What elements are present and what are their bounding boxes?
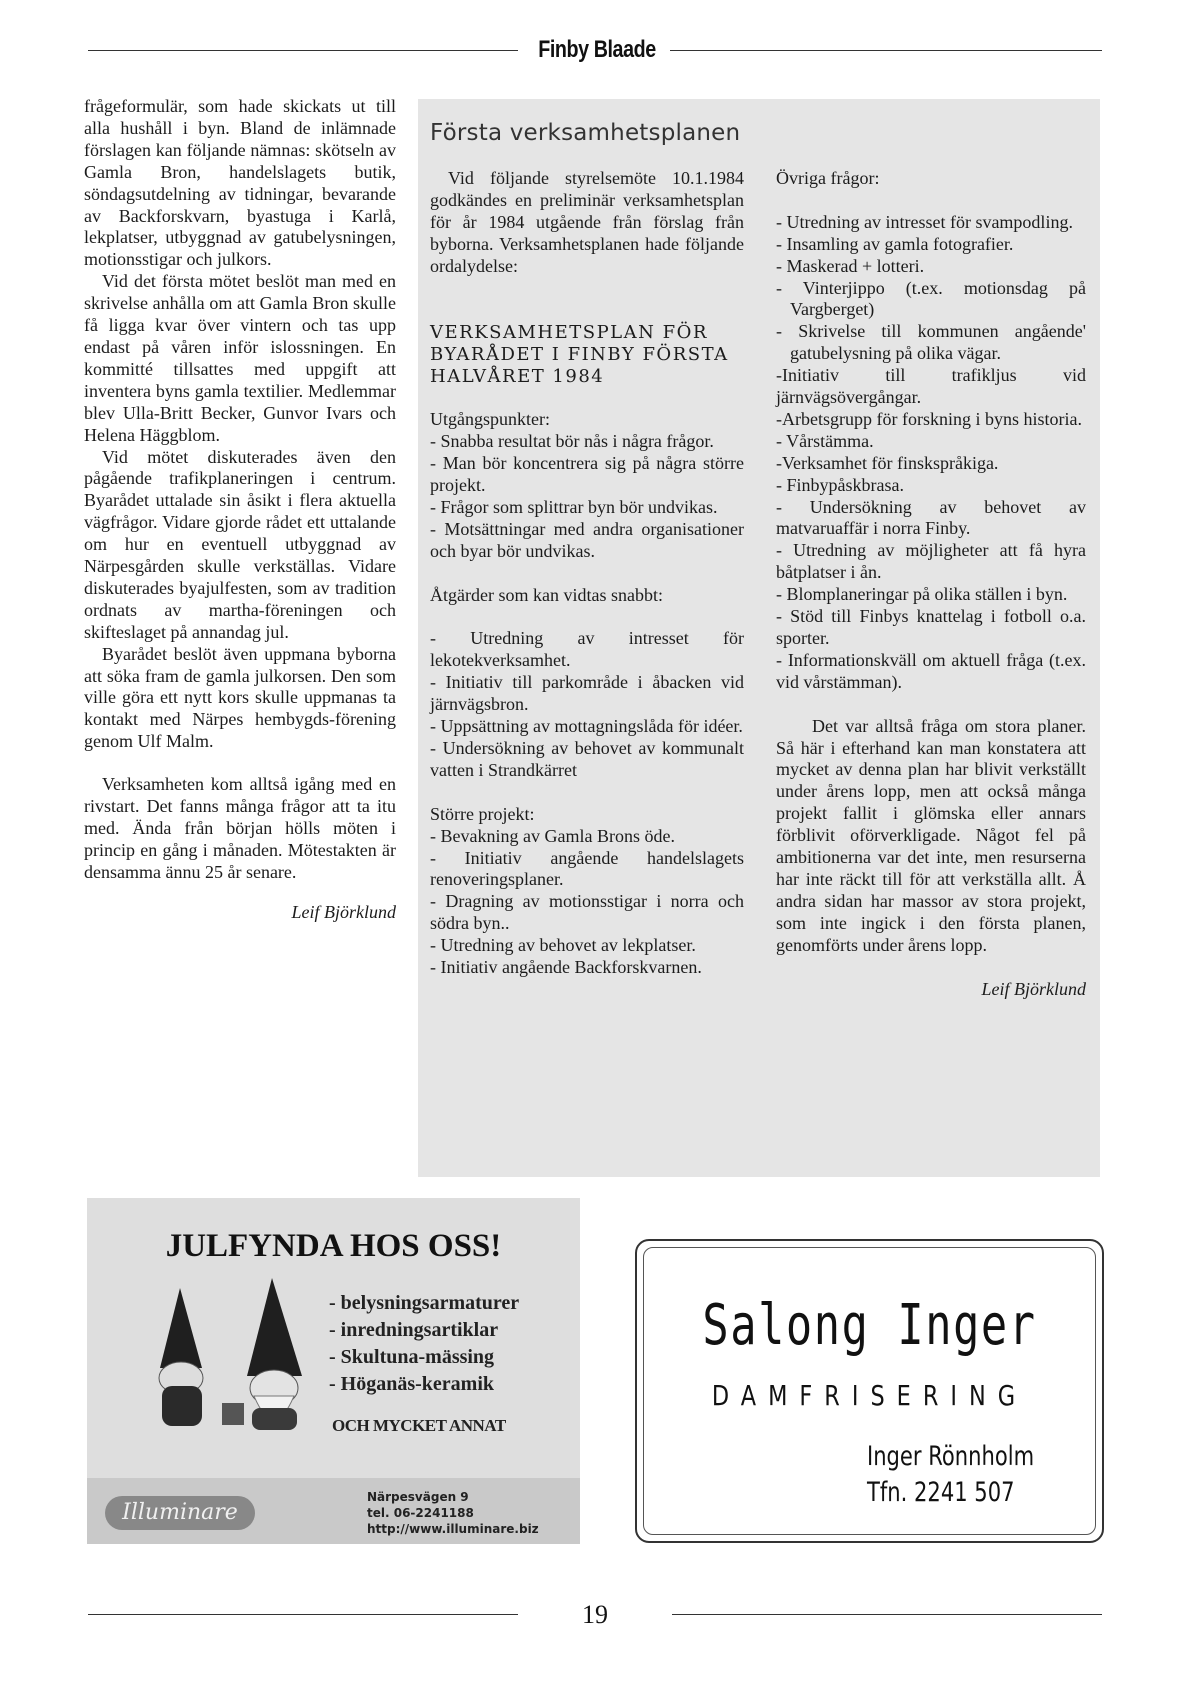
plan-heading: VERKSAMHETSPLAN FÖR BYARÅDET I FINBY FÖRSTA HALVÅRET 1984 bbox=[430, 321, 729, 387]
big-heading: Större projekt: bbox=[430, 803, 535, 824]
ad-footer bbox=[87, 1478, 580, 1544]
list-item: -Verksamhet för finskspråkiga. bbox=[776, 452, 999, 473]
list-item: - Frågor som splittrar byn bör undvikas. bbox=[430, 497, 718, 518]
list-item: - Informationskväll om aktuell fråga (t.ex. vid vårstämman). bbox=[776, 649, 1086, 692]
panel-column-right bbox=[776, 168, 1086, 1001]
ad-contact bbox=[367, 1489, 539, 1537]
product-list bbox=[329, 1290, 519, 1398]
paragraph: Vid det första mötet beslöt man med en skrivelse anhålla om att Gamla Bron skulle få ligga kvar över vintern och tas upp endast på våren inför islossningen. En kommitté tillsattes med uppgift att inventera byns gamla textilier. Medlemmar blev Ulla-Britt Becker, Gunvor Ivars och Helena Häggblom. bbox=[84, 271, 396, 445]
list-item: - Utredning av behovet av lekplatser. bbox=[430, 935, 696, 956]
list-item: - Skrivelse till kommunen angående' gatubelysning på olika vägar. bbox=[776, 321, 1086, 364]
list-item: - Stöd till Finbys knattelag i fotboll o.a. sporter. bbox=[776, 606, 1086, 649]
list-item: - Snabba resultat bör nås i några frågor. bbox=[430, 431, 714, 452]
salon-name: Salong Inger bbox=[702, 1293, 1037, 1358]
panel-title: Första verksamhetsplanen bbox=[430, 120, 741, 146]
product-item: - Höganäs-keramik bbox=[329, 1373, 494, 1395]
salon-phone: Tfn. 2241 507 bbox=[867, 1477, 1015, 1508]
header-rule-right bbox=[670, 50, 1102, 51]
header-rule-left bbox=[88, 50, 518, 51]
list-item: - Vinterjippo (t.ex. motionsdag på Vargberget) bbox=[776, 277, 1086, 320]
salon-contact bbox=[867, 1439, 1034, 1511]
ad-address: Närpesvägen 9 bbox=[367, 1490, 469, 1504]
page-number: 19 bbox=[582, 1600, 608, 1629]
paragraph: Vid mötet diskuterades även den pågående trafikplaneringen i centrum. Byarådet uttalade sin åsikt i flera aktuella vägfrågor. Vidare gjorde rådet ett uttalande om hur en eventuell utbyggnad av Närpesgården skulle verkställas. Vidare diskuterades byajulfesten, som av tradition ordnats av martha-föreningen och skifteslaget på annandag jul. bbox=[84, 446, 396, 642]
list-item: -Arbetsgrupp för forskning i byns historia. bbox=[776, 408, 1082, 429]
paragraph: Verksamheten kom alltså igång med en rivstart. Det fanns många frågor att ta itu med. Ända från början hölls möten i princip en gång i månaden. Mötestakten är densamma ännu 25 år senare. bbox=[84, 774, 396, 882]
ad-tagline: OCH MYCKET ANNAT bbox=[332, 1416, 506, 1435]
illuminare-ad bbox=[87, 1198, 580, 1544]
other-heading: Övriga frågor: bbox=[776, 168, 880, 188]
start-heading: Utgångspunkter: bbox=[430, 409, 550, 430]
page-header-title: Finby Blaade bbox=[538, 36, 656, 63]
list-item: - Initiativ till parkområde i åbacken vid järnvägsbron. bbox=[430, 672, 744, 715]
list-item: - Bevakning av Gamla Brons öde. bbox=[430, 825, 675, 846]
quick-heading: Åtgärder som kan vidtas snabbt: bbox=[430, 584, 663, 605]
salong-inger-ad bbox=[635, 1239, 1104, 1543]
panel-intro: Vid följande styrelsemöte 10.1.1984 godkändes en preliminär verksamhetsplan för år 1984 utgående från förslag från byborna. Verksamhetsplanen hade följande ordalydelse: bbox=[430, 168, 744, 276]
paragraph: Byarådet beslöt även uppmana byborna att söka fram de gamla julkorsen. Den som ville göra ett nytt kors skulle uppmanas ta kontakt med Närpes hembygds-förening genom Ulf Malm. bbox=[84, 643, 396, 752]
list-item: - Utredning av möjligheter att få hyra båtplatser i ån. bbox=[776, 540, 1086, 583]
list-item: - Initiativ angående handelslagets renoveringsplaner. bbox=[430, 847, 744, 890]
ad-title: JULFYNDA HOS OSS! bbox=[165, 1228, 502, 1264]
author-signature: Leif Björklund bbox=[291, 901, 396, 922]
product-item: - Skultuna-mässing bbox=[329, 1346, 495, 1368]
list-item: - Insamling av gamla fotografier. bbox=[776, 233, 1014, 254]
list-item: - Initiativ angående Backforskvarnen. bbox=[430, 957, 702, 978]
panel-column-left bbox=[430, 168, 744, 979]
list-item: - Undersökning av behovet av matvaruaffär i norra Finby. bbox=[776, 496, 1086, 539]
list-item: - Motsättningar med andra organisationer och byar bör undvikas. bbox=[430, 518, 744, 561]
list-item: - Blomplaneringar på olika ställen i byn. bbox=[776, 584, 1068, 605]
paragraph: frågeformulär, som hade skickats ut till alla hushåll i byn. Bland de inlämnade förslagen kan följande nämnas: skötseln av Gamla Bron, handelslagets butik, söndagsutdelning av tidningar, bevarande av Backforskvarn, byastuga i Karlå, lekplatser, utbyggnad av gatubelysningen, motionsstigar och julkors. bbox=[84, 96, 396, 270]
ad-phone: tel. 06-2241188 bbox=[367, 1506, 474, 1520]
product-item: - belysningsarmaturer bbox=[329, 1292, 520, 1314]
list-item: - Utredning av intresset för svampodling. bbox=[776, 211, 1073, 232]
closing-paragraph: Det var alltså fråga om stora planer. Så här i efterhand kan man konstatera att mycket av denna plan har blivit verkställt under årens lopp, men att också många projekt fallit i glömska eller annars förblivit oförverkligade. Något fel på ambitionerna var det inte, men resurserna har inte räckt till för att verkställa allt. Å andra sidan har massor av stora projekt, som inte ingick i den första planen, genomförts under årens lopp. bbox=[776, 715, 1086, 955]
list-item: - Man bör koncentrera sig på några större projekt. bbox=[430, 453, 744, 496]
author-signature: Leif Björklund bbox=[981, 978, 1086, 999]
list-item: - Undersökning av behovet av kommunalt vatten i Strandkärret bbox=[430, 737, 744, 780]
illuminare-logo: Illuminare bbox=[105, 1496, 255, 1530]
list-item: - Uppsättning av mottagningslåda för idéer. bbox=[430, 716, 743, 737]
left-column bbox=[84, 96, 396, 924]
salon-owner: Inger Rönnholm bbox=[867, 1441, 1035, 1472]
ad-url[interactable]: http://www.illuminare.biz bbox=[367, 1522, 539, 1536]
salon-subtitle: DAMFRISERING bbox=[711, 1379, 1028, 1412]
product-item: - inredningsartiklar bbox=[329, 1319, 499, 1341]
list-item: - Finbypåskbrasa. bbox=[776, 474, 904, 495]
list-item: - Maskerad + lotteri. bbox=[776, 255, 925, 276]
list-item: - Vårstämma. bbox=[776, 430, 874, 451]
list-item: - Dragning av motionsstigar i norra och södra byn.. bbox=[430, 891, 744, 934]
gnome-figures-image bbox=[142, 1268, 342, 1438]
footer-rule-right bbox=[672, 1614, 1102, 1615]
list-item: - Utredning av intresset för lekotekverksamhet. bbox=[430, 628, 744, 671]
footer-rule-left bbox=[88, 1614, 518, 1615]
list-item: -Initiativ till trafikljus vid järnvägsövergångar. bbox=[776, 365, 1086, 408]
